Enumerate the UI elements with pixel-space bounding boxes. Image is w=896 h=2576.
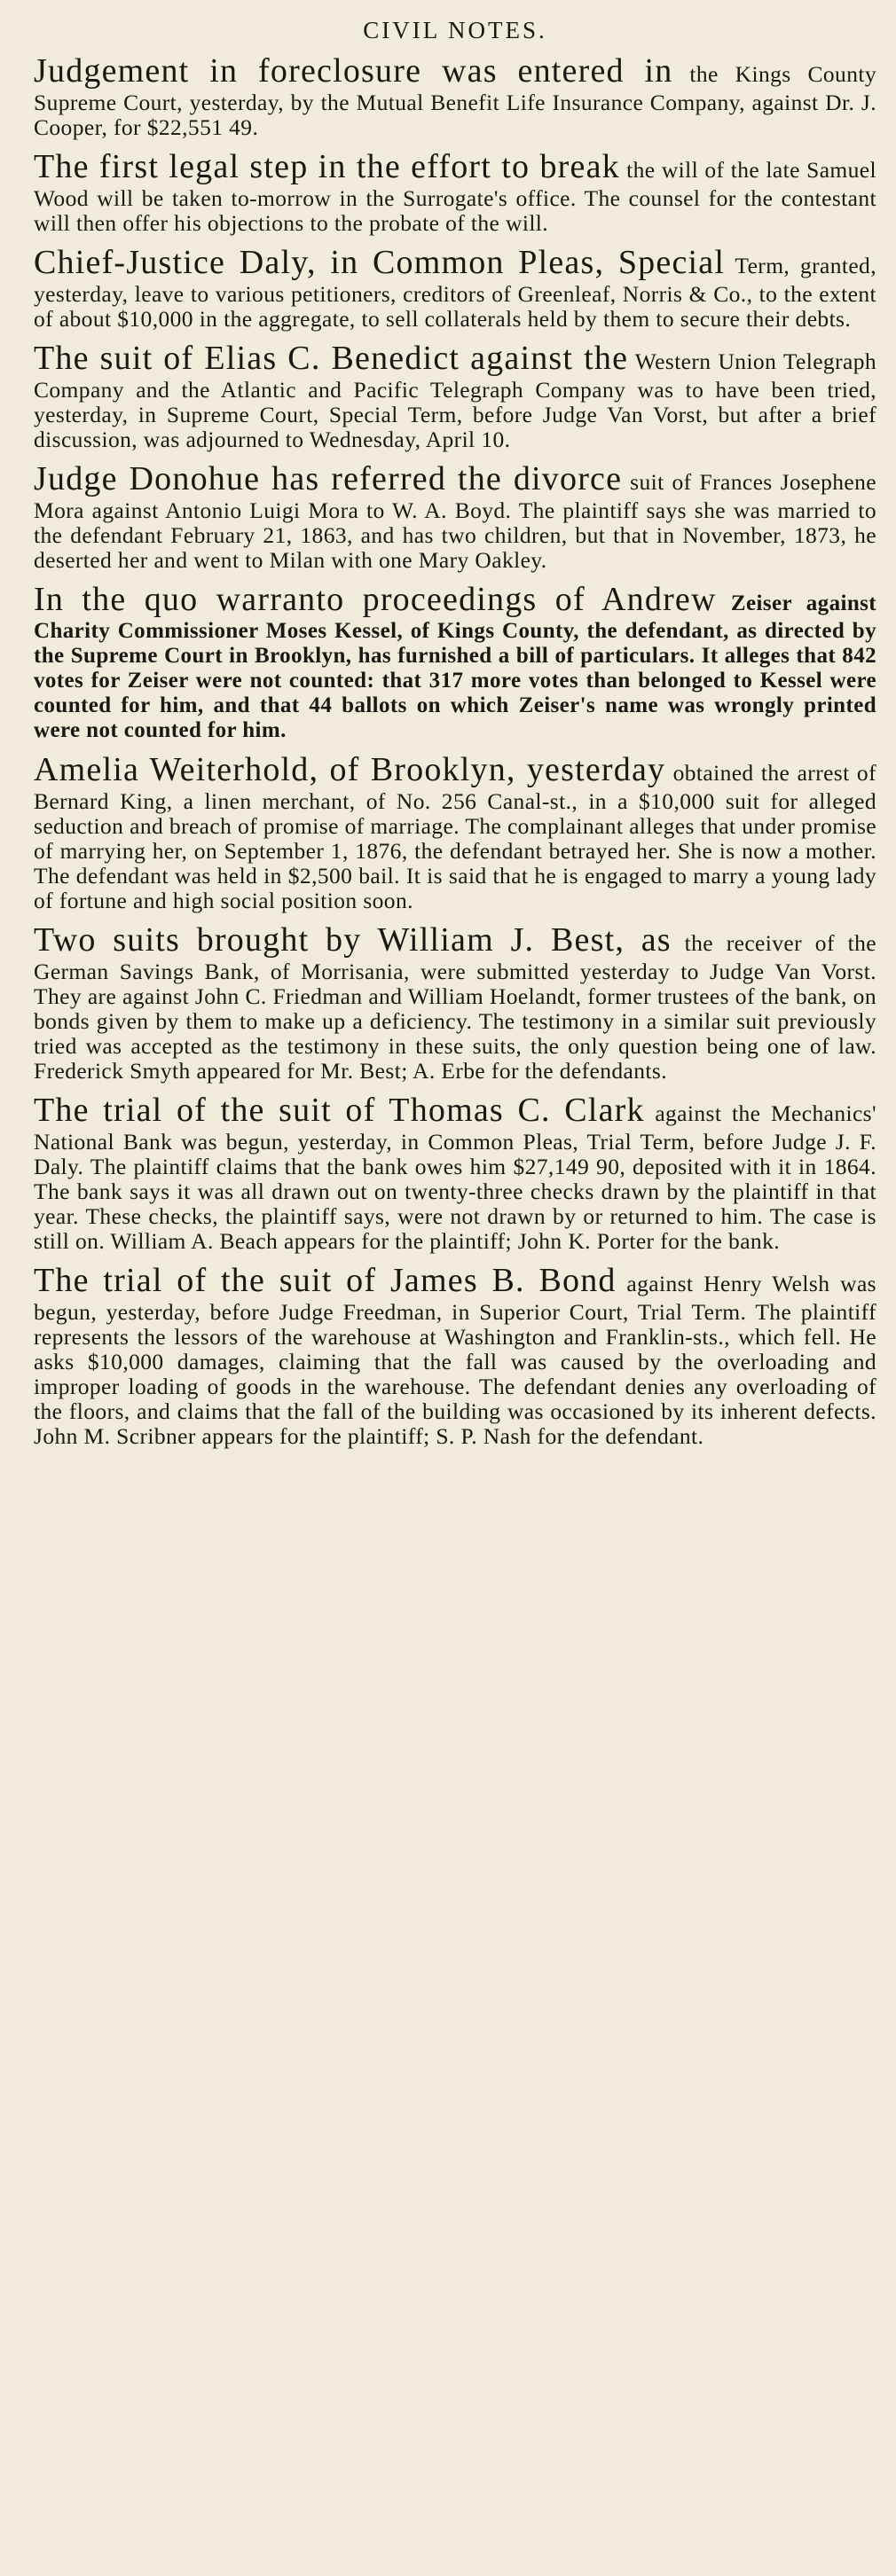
note-body: Western Union Telegraph Company and the Atlantic and Pacific Telegraph Company was to have been tried, yesterday, in Supreme Court, Special Term, before Judge Van Vorst, but after a brief discussion, was adjourned to Wednesday, April 10. <box>34 348 876 453</box>
note-text <box>34 1091 876 1254</box>
note-body: against the Mechanics' National Bank was begun, yesterday, in Common Pleas, Trial Term, before Judge J. F. Daly. The plaintiff claims that the bank owes him $27,149 90, deposited with it in 1864. The bank says it was all drawn out on twenty-three checks drawn by the plaintiff in that year. These checks, the plaintiff says, were not drawn by or returned to him. The case is still on. William A. Beach appears for the plaintiff; John K. Porter for the bank. <box>34 1100 876 1255</box>
note-body: the receiver of the German Savings Bank, of Morrisania, were submitted yesterday to Judge Van Vorst. They are against John C. Friedman and William Hoelandt, former trustees of the bank, on bonds given by them to make up a deficiency. The testimony in a similar suit previously tried was accepted as the testimony in these suits, the only question being one of law. Frederick Smyth appeared for Mr. Best; A. Erbe for the defendants. <box>34 930 876 1084</box>
note-text <box>34 459 876 573</box>
note-body: the will of the late Samuel Wood will be taken to-morrow in the Surrogate's office. The counsel for the contestant will then offer his objections to the probate of the will. <box>34 157 877 237</box>
note-text <box>34 920 876 1084</box>
civil-note <box>34 339 876 452</box>
note-lead: Chief-Justice Daly, in Common Pleas, Special <box>34 244 726 282</box>
civil-note <box>34 750 876 913</box>
note-lead: Amelia Weiterhold, of Brooklyn, yesterday <box>34 751 666 789</box>
note-lead: The trial of the suit of James B. Bond <box>34 1262 617 1300</box>
note-text <box>34 243 876 332</box>
civil-note <box>34 920 876 1084</box>
note-lead: The first legal step in the effort to break <box>34 148 620 186</box>
note-lead: The suit of Elias C. Benedict against the <box>34 340 629 378</box>
note-lead: Judge Donohue has referred the divorce <box>34 460 623 498</box>
note-body: obtained the arrest of Bernard King, a linen merchant, of No. 256 Canal-st., in a $10,000 suit for alleged seduction and breach of promise of marriage. The complainant alleges that under promise of marrying her, on September 1, 1876, the defendant betrayed her. She is now a mother. The defendant was held in $2,500 bail. It is said that he is engaged to marry a young lady of fortune and high social position soon. <box>34 760 876 914</box>
civil-note <box>34 459 876 573</box>
note-lead: In the quo warranto proceedings of Andrew <box>34 581 717 619</box>
civil-note <box>34 1091 876 1254</box>
note-text <box>34 147 876 236</box>
note-lead: The trial of the suit of Thomas C. Clark <box>34 1092 645 1130</box>
civil-note <box>34 147 876 236</box>
section-heading: CIVIL NOTES. <box>363 17 547 43</box>
note-body: Zeiser against Charity Commissioner Moses Kessel, of Kings County, the defendant, as directed by the Supreme Court in Brooklyn, has furnished a bill of particulars. It alleges that 842 votes for Zeiser were not counted: that 317 more votes than belonged to Kessel were counted for him, and that 44 ballots on which Zeiser's name was wrongly printed were not counted for him. <box>34 591 876 743</box>
civil-note <box>34 580 876 743</box>
note-body: against Henry Welsh was begun, yesterday, before Judge Freedman, in Superior Court, Trial Term. The plaintiff represents the lessors of the warehouse at Washington and Franklin-sts., which fell. He asks $10,000 damages, claiming that the fall was caused by the overloading and improper loading of goods in the warehouse. The defendant denies any overloading of the floors, and claims that the fall of the building was occasioned by its inherent defects. John M. Scribner appears for the plaintiff; S. P. Nash for the defendant. <box>34 1271 876 1450</box>
note-body: the Kings County Supreme Court, yesterday, by the Mutual Benefit Life Insurance Company, against Dr. J. Cooper, for $22,551 49. <box>34 61 876 141</box>
note-text <box>34 580 876 743</box>
note-text <box>34 339 876 452</box>
civil-note <box>34 243 876 332</box>
note-body: suit of Frances Josephene Mora against Antonio Luigi Mora to W. A. Boyd. The plaintiff says she was married to the defendant February 21, 1863, and has two children, but that in November, 1873, he deserted her and went to Milan with one Mary Oakley. <box>34 469 876 574</box>
note-lead: Judgement in foreclosure was entered in <box>34 52 673 90</box>
civil-note <box>34 1261 876 1449</box>
note-lead: Two suits brought by William J. Best, as <box>34 921 672 959</box>
note-text <box>34 750 876 913</box>
note-body: Term, granted, yesterday, leave to various petitioners, creditors of Greenleaf, Norris & Co., to the extent of about $10,000 in the aggregate, to sell collaterals held by them to secure their debts. <box>34 253 876 333</box>
civil-note <box>34 51 876 140</box>
note-text <box>34 1261 876 1449</box>
note-text <box>34 51 876 140</box>
